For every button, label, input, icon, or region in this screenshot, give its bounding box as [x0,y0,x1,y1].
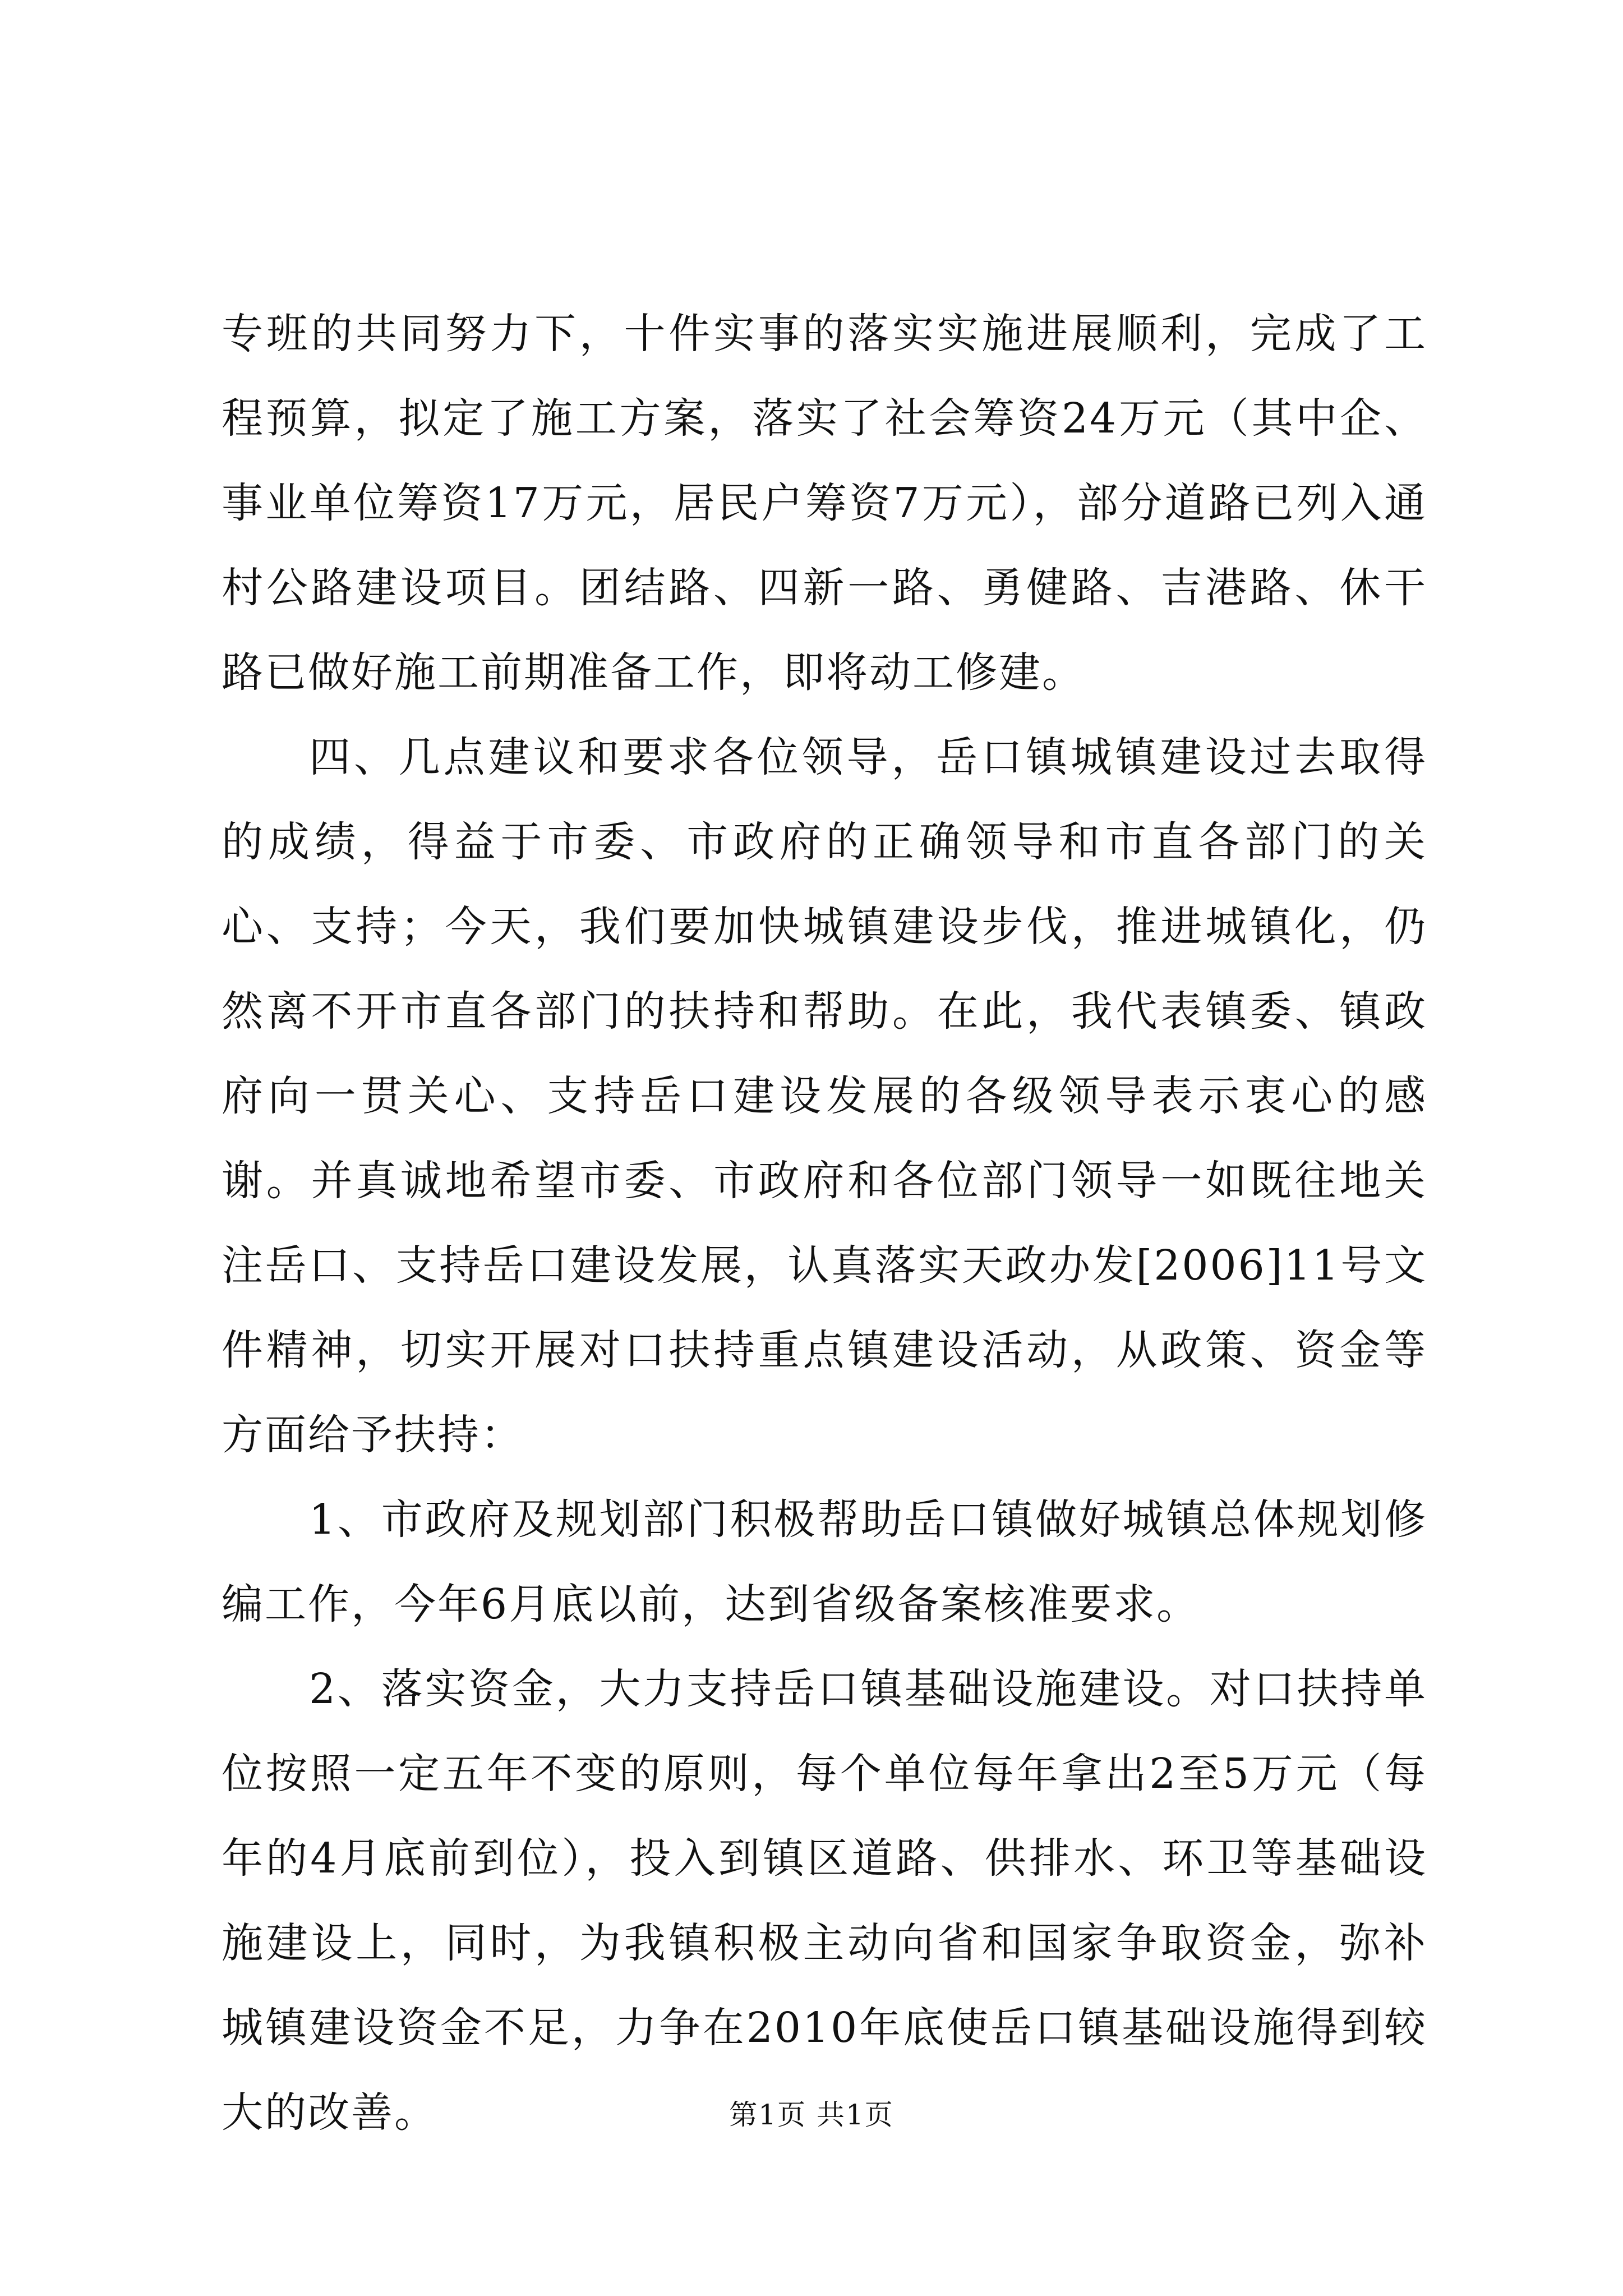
paragraph-item-2: 2、落实资金，大力支持岳口镇基础设施建设。对口扶持单位按照一定五年不变的原则，每个单位每年拿出2至5万元（每年的4月底前到位），投入到镇区道路、供排水、环卫等基础设施建设上，同时，为我镇积极主动向省和国家争取资金，弥补城镇建设资金不足，力争在2010年底使岳口镇基础设施得到较大的改善。 [222,1665,1427,2137]
document-body [222,292,1427,2155]
page-footer: 第1页 共1页 [729,2099,894,2131]
paragraph-suggestions: 四、几点建议和要求各位领导，岳口镇城镇建设过去取得的成绩，得益于市委、市政府的正确领导和市直各部门的关心、支持；今天，我们要加快城镇建设步伐，推进城镇化，仍然离不开市直各部门的扶持和帮助。在此，我代表镇委、镇政府向一贯关心、支持岳口建设发展的各级领导表示衷心的感谢。并真诚地希望市委、市政府和各位部门领导一如既往地关注岳口、支持岳口建设发展，认真落实天政办发[2006]11号文件精神，切实开展对口扶持重点镇建设活动，从政策、资金等方面给予扶持： [222,733,1427,1459]
paragraph-item-1: 1、市政府及规划部门积极帮助岳口镇做好城镇总体规划修编工作，今年6月底以前，达到省级备案核准要求。 [222,1496,1427,1628]
paragraph-continuation: 专班的共同努力下，十件实事的落实实施进展顺利，完成了工程预算，拟定了施工方案，落实了社会筹资24万元（其中企、事业单位筹资17万元，居民户筹资7万元），部分道路已列入通村公路建设项目。团结路、四新一路、勇健路、吉港路、休干路已做好施工前期准备工作，即将动工修建。 [222,310,1427,697]
